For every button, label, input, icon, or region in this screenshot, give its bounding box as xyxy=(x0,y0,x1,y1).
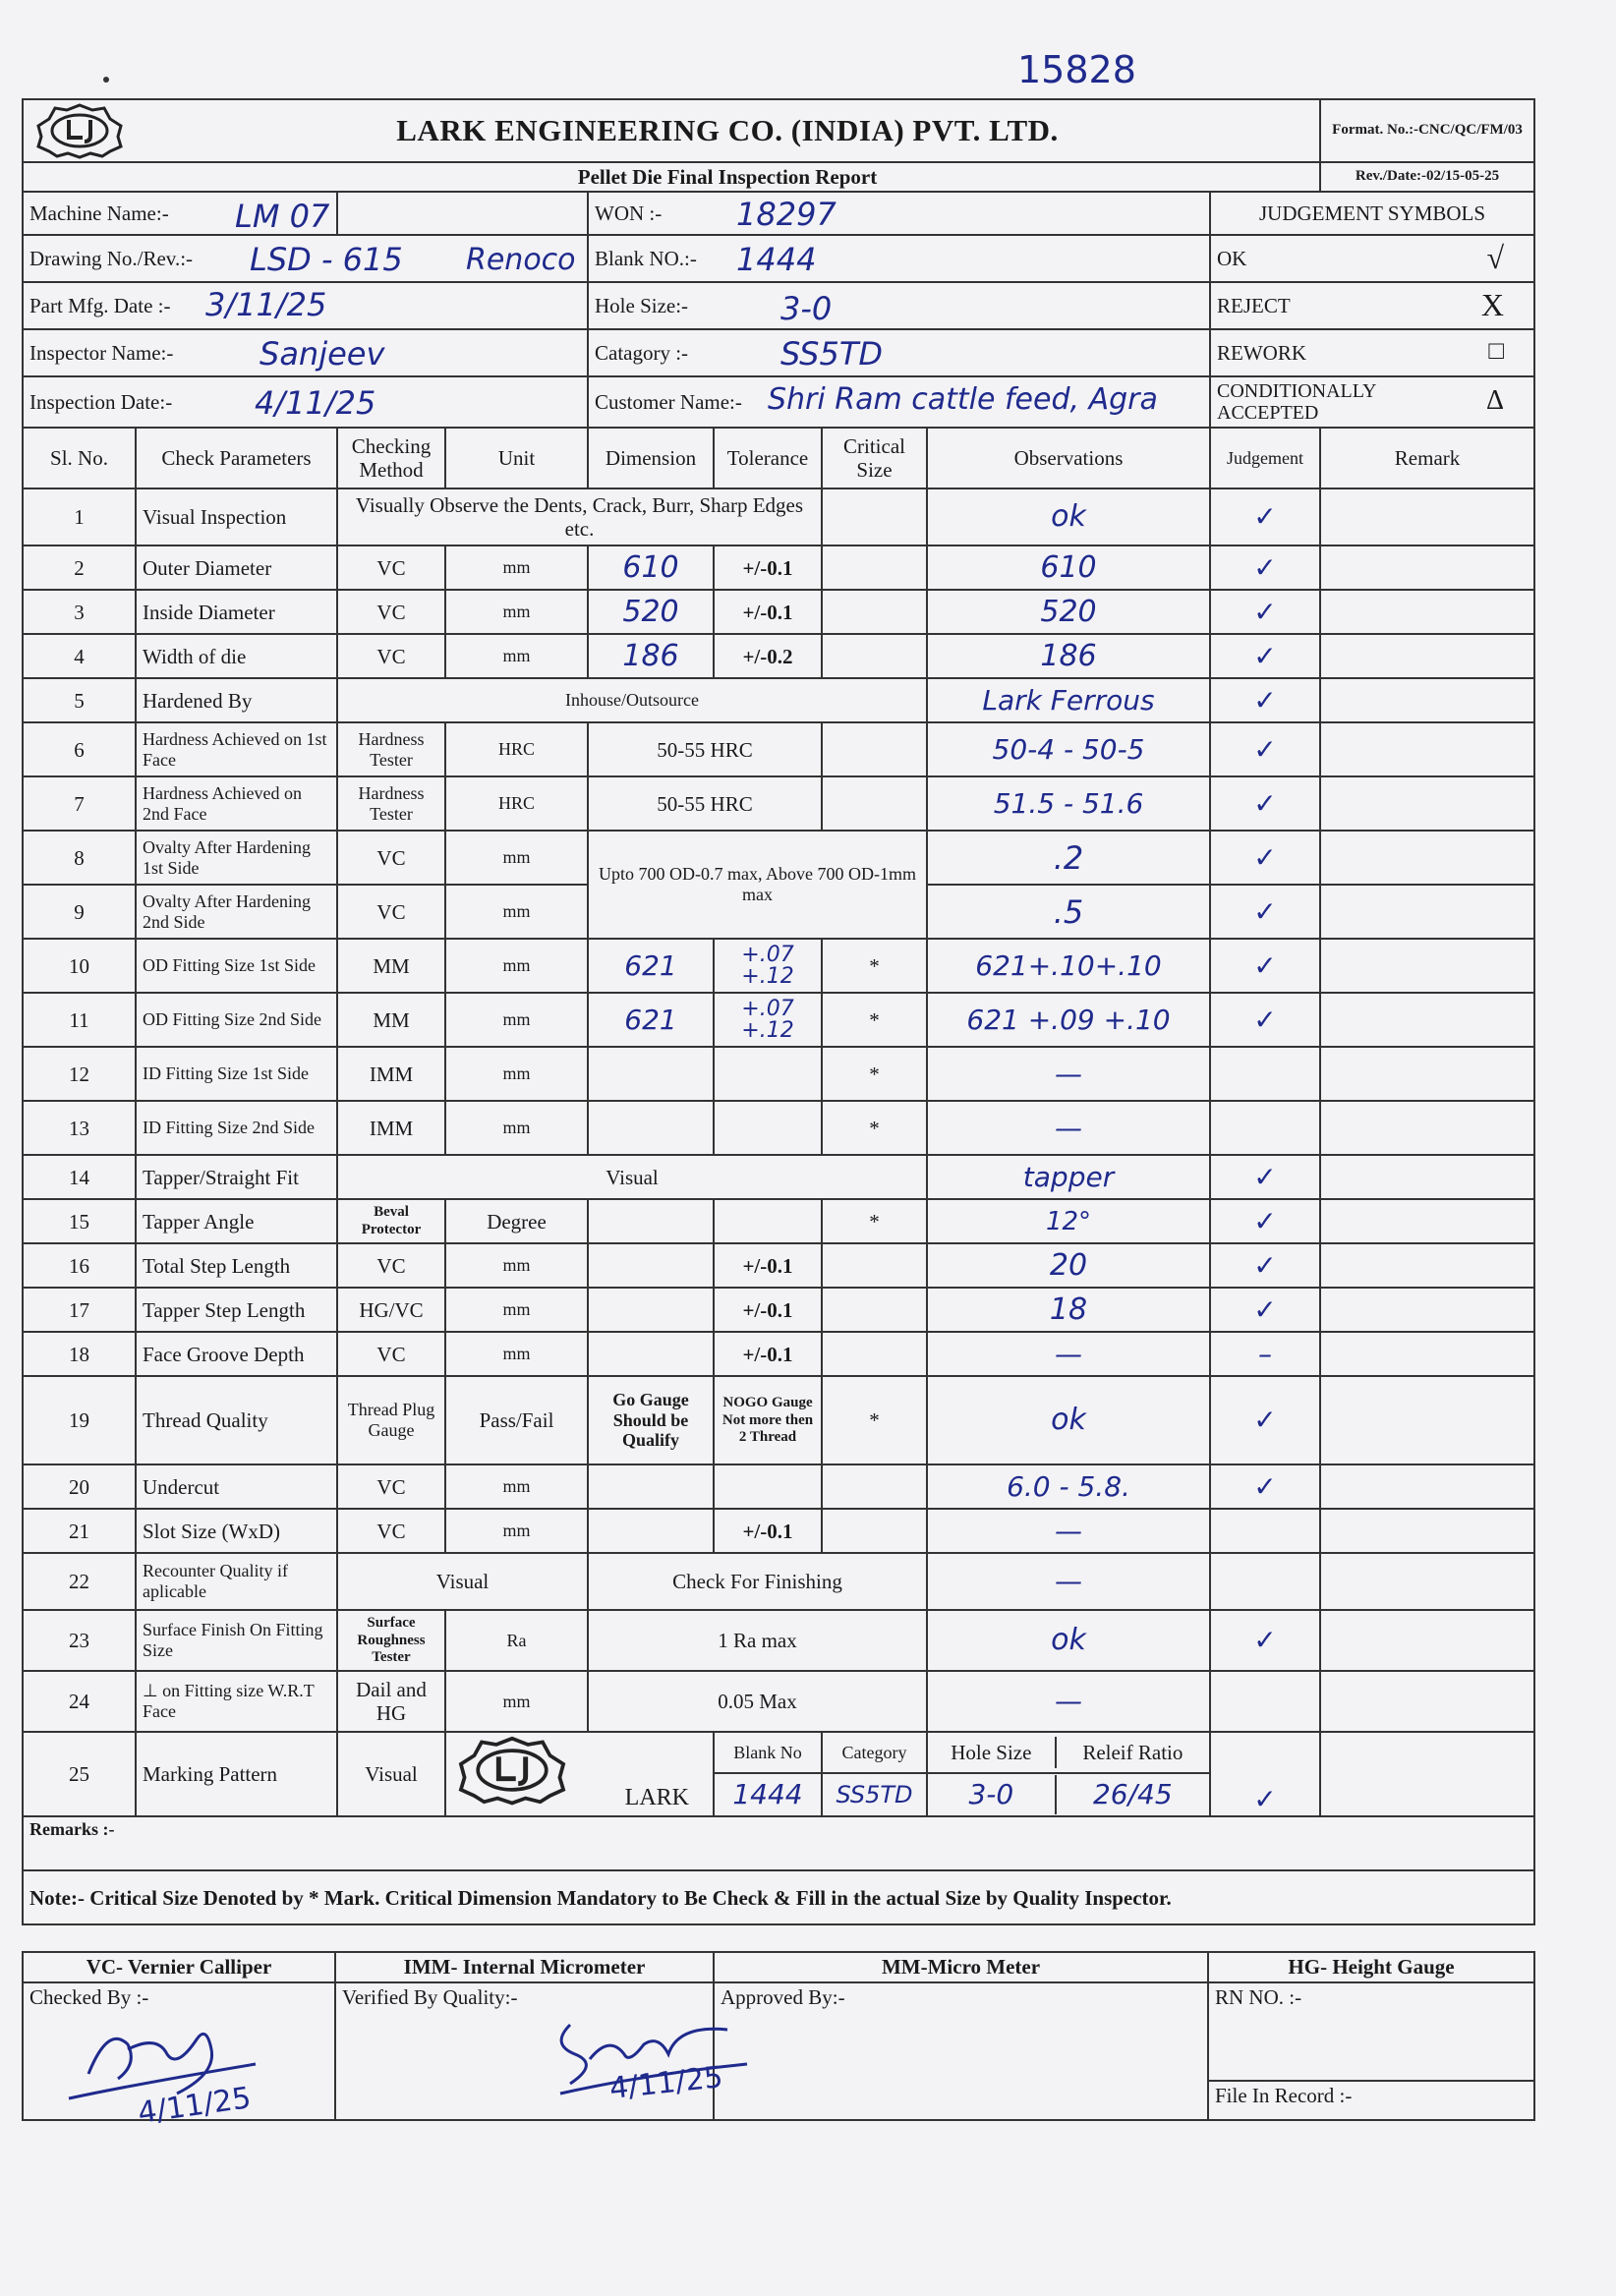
row-observation: — xyxy=(1055,1111,1082,1144)
row-spec: 50-55 HRC xyxy=(588,776,822,831)
row-method: Hardness Tester xyxy=(337,776,445,831)
row-number: 20 xyxy=(23,1464,136,1509)
part-mfg-date-field xyxy=(23,282,588,329)
row-dimension: 520 xyxy=(622,594,679,629)
row-unit: mm xyxy=(445,1047,588,1101)
row-tolerance: +/-0.1 xyxy=(714,1288,822,1332)
row-unit: mm xyxy=(445,1671,588,1732)
row-number: 17 xyxy=(23,1288,136,1332)
table-row xyxy=(23,1553,1534,1610)
col-checking-method: Checking Method xyxy=(337,428,445,488)
row-judgement: – xyxy=(1258,1337,1273,1370)
row-unit: HRC xyxy=(445,776,588,831)
symbol-ok-label: OK xyxy=(1217,247,1247,271)
row-observation: — xyxy=(1055,1337,1082,1370)
row-number: 24 xyxy=(23,1671,136,1732)
row-judgement: ✓ xyxy=(1253,1469,1277,1503)
row-number: 14 xyxy=(23,1155,136,1199)
row-observation: — xyxy=(1055,1514,1082,1547)
won-label: WON :- xyxy=(595,201,663,226)
hole-size-field xyxy=(588,282,1210,329)
approved-by: Approved By:- xyxy=(714,1982,1208,2120)
row-method: VC xyxy=(337,1464,445,1509)
row-judgement: ✓ xyxy=(1253,948,1277,982)
row-number: 11 xyxy=(23,993,136,1047)
row-method: VC xyxy=(337,1243,445,1288)
row-unit: mm xyxy=(445,1509,588,1553)
blank-number-value: 1444 xyxy=(736,241,817,279)
row-dimension: Go Gauge Should be Qualify xyxy=(588,1376,714,1464)
row-observation: 610 xyxy=(1040,549,1097,585)
checked-by-date: 4/11/25 xyxy=(136,2081,254,2131)
row-method: Visual xyxy=(337,1155,927,1199)
row-unit: mm xyxy=(445,1464,588,1509)
customer-name-value: Shri Ram cattle feed, Agra xyxy=(768,382,1158,418)
row-parameter: Outer Diameter xyxy=(136,545,337,590)
row-judgement: ✓ xyxy=(1253,1292,1277,1326)
row-parameter: Marking Pattern xyxy=(136,1732,337,1816)
company-name: LARK ENGINEERING CO. (INDIA) PVT. LTD. xyxy=(136,99,1320,162)
row-judgement: ✓ xyxy=(1253,639,1277,672)
row-observation: 186 xyxy=(1040,638,1097,673)
row-unit: Pass/Fail xyxy=(445,1376,588,1464)
row-unit: mm xyxy=(445,1101,588,1155)
marking-relief-value: 26/45 xyxy=(1092,1778,1173,1811)
row-tolerance: +/-0.1 xyxy=(714,1243,822,1288)
row-critical: * xyxy=(822,1101,927,1155)
row-number: 2 xyxy=(23,545,136,590)
table-row xyxy=(23,776,1534,831)
remarks-label: Remarks :- xyxy=(23,1816,1534,1870)
row-number: 18 xyxy=(23,1332,136,1376)
table-row xyxy=(23,993,1534,1047)
inspection-date-value: 4/11/25 xyxy=(255,384,376,423)
col-judgement: Judgement xyxy=(1210,428,1320,488)
inspector-name-value: Sanjeev xyxy=(260,335,385,373)
row-unit: mm xyxy=(445,545,588,590)
row-method: IMM xyxy=(337,1047,445,1101)
row-method: VC xyxy=(337,545,445,590)
row-observation: tapper xyxy=(1022,1160,1115,1193)
row-number: 3 xyxy=(23,590,136,634)
marking-lark-text: LARK xyxy=(624,1784,689,1810)
row-observation: — xyxy=(1055,1565,1082,1598)
row-method: Inhouse/Outsource xyxy=(337,678,927,722)
row-parameter: OD Fitting Size 1st Side xyxy=(136,939,337,993)
legend-mm: MM-Micro Meter xyxy=(714,1952,1208,1982)
ovalty-spec: Upto 700 OD-0.7 max, Above 700 OD-1mm max xyxy=(588,831,927,939)
row-number: 13 xyxy=(23,1101,136,1155)
row-number: 10 xyxy=(23,939,136,993)
row-parameter: Slot Size (WxD) xyxy=(136,1509,337,1553)
marking-blank-value: 1444 xyxy=(732,1778,803,1811)
row-observation: .5 xyxy=(1053,892,1084,931)
row-unit: mm xyxy=(445,939,588,993)
row-tolerance: +/-0.1 xyxy=(714,1509,822,1553)
judgement-symbols-title: JUDGEMENT SYMBOLS xyxy=(1210,192,1534,235)
table-row xyxy=(23,590,1534,634)
drawing-number-value: LSD - 615 xyxy=(250,241,403,279)
document-number: 15828 xyxy=(1017,48,1136,91)
row-parameter: Hardness Achieved on 2nd Face xyxy=(136,776,337,831)
table-row xyxy=(23,1199,1534,1243)
row-critical: * xyxy=(822,1199,927,1243)
row-observation: ok xyxy=(1051,1623,1086,1658)
blank-number-field xyxy=(588,235,1210,282)
col-unit: Unit xyxy=(445,428,588,488)
part-mfg-date-value: 3/11/25 xyxy=(205,286,327,324)
row-tolerance: +.07 +.12 xyxy=(741,942,794,989)
table-row xyxy=(23,488,1534,545)
row-observation: 621 +.09 +.10 xyxy=(966,1003,1171,1036)
row-tolerance: +.07 +.12 xyxy=(741,996,794,1043)
col-remark: Remark xyxy=(1320,428,1534,488)
table-row xyxy=(23,1376,1534,1464)
row-method: Dail and HG xyxy=(337,1671,445,1732)
row-method: VC xyxy=(337,634,445,678)
row-observation: .2 xyxy=(1053,838,1084,877)
row-critical: * xyxy=(822,1376,927,1464)
row-observation: — xyxy=(1055,1685,1082,1718)
row-parameter: Ovalty After Hardening 2nd Side xyxy=(136,885,337,939)
category-value: SS5TD xyxy=(780,335,884,373)
format-number: Format. No.:-CNC/QC/FM/03 xyxy=(1320,99,1534,162)
row-spec: 0.05 Max xyxy=(588,1671,927,1732)
col-check-parameters: Check Parameters xyxy=(136,428,337,488)
row-number: 1 xyxy=(23,488,136,545)
marking-hole-header: Hole Size xyxy=(928,1737,1057,1768)
row-judgement: ✓ xyxy=(1253,1624,1277,1657)
marking-category-value: SS5TD xyxy=(836,1780,913,1808)
row-judgement: ✓ xyxy=(1253,1248,1277,1282)
row-parameter: ID Fitting Size 2nd Side xyxy=(136,1101,337,1155)
row-critical: * xyxy=(822,1047,927,1101)
marking-logo-cell xyxy=(445,1732,714,1816)
symbol-conditional-mark: Δ xyxy=(1486,385,1505,417)
row-unit: mm xyxy=(445,634,588,678)
marking-logo xyxy=(448,1735,576,1806)
col-observations: Observations xyxy=(927,428,1210,488)
row-observation: 50-4 - 50-5 xyxy=(992,732,1145,766)
report-title: Pellet Die Final Inspection Report xyxy=(136,162,1320,192)
row-unit: Degree xyxy=(445,1199,588,1243)
customer-name-label: Customer Name:- xyxy=(595,390,742,415)
col-tolerance: Tolerance xyxy=(714,428,822,488)
drawing-number-label: Drawing No./Rev.:- xyxy=(29,247,194,271)
row-method: VC xyxy=(337,1509,445,1553)
row-dimension: 186 xyxy=(622,638,679,673)
table-row xyxy=(23,545,1534,590)
row-unit: mm xyxy=(445,590,588,634)
row-judgement: ✓ xyxy=(1253,732,1277,766)
table-row xyxy=(23,1101,1534,1155)
row-judgement: ✓ xyxy=(1253,894,1277,928)
row-judgement: ✓ xyxy=(1253,1160,1277,1193)
row-observation: 12° xyxy=(1045,1206,1092,1236)
machine-name-field xyxy=(23,192,337,235)
row-judgement: ✓ xyxy=(1253,786,1277,820)
row-number: 5 xyxy=(23,678,136,722)
row-parameter: Hardness Achieved on 1st Face xyxy=(136,722,337,776)
row-parameter: Thread Quality xyxy=(136,1376,337,1464)
row-parameter: OD Fitting Size 2nd Side xyxy=(136,993,337,1047)
legend-imm: IMM- Internal Micrometer xyxy=(335,1952,714,1982)
row-observation: 20 xyxy=(1049,1247,1088,1283)
marking-relief-header: Releif Ratio xyxy=(1082,1741,1183,1765)
row-parameter: Undercut xyxy=(136,1464,337,1509)
row-unit: HRC xyxy=(445,722,588,776)
row-method: Visual xyxy=(337,1553,588,1610)
row-observation: Lark Ferrous xyxy=(982,683,1155,717)
table-row xyxy=(23,1243,1534,1288)
row-dimension: 621 xyxy=(624,948,677,982)
row-observation: 18 xyxy=(1049,1292,1088,1327)
row-tolerance: +/-0.1 xyxy=(714,545,822,590)
row-method: VC xyxy=(337,831,445,885)
row-tolerance: NOGO Gauge Not more then 2 Thread xyxy=(714,1376,822,1464)
row-parameter: Inside Diameter xyxy=(136,590,337,634)
row-method: Hardness Tester xyxy=(337,722,445,776)
table-row xyxy=(23,1332,1534,1376)
row-judgement: ✓ xyxy=(1253,595,1277,628)
company-logo-cell xyxy=(23,99,136,162)
row-number: 22 xyxy=(23,1553,136,1610)
marking-blank-header: Blank No xyxy=(714,1732,822,1773)
row-parameter: Visual Inspection xyxy=(136,488,337,545)
symbol-ok-mark: √ xyxy=(1486,240,1505,276)
inspector-name-field xyxy=(23,329,588,376)
marking-hole-value: 3-0 xyxy=(968,1778,1014,1811)
blank-number-label: Blank NO.:- xyxy=(595,247,697,271)
row-method: VC xyxy=(337,590,445,634)
critical-size-note: Note:- Critical Size Denoted by * Mark. Critical Dimension Mandatory to Be Check & Fill in the actual Size by Quality Inspector. xyxy=(23,1870,1534,1924)
table-row xyxy=(23,678,1534,722)
table-row xyxy=(23,1671,1534,1732)
verified-by: Verified By Quality:- xyxy=(335,1982,714,2120)
row-parameter: ⊥ on Fitting size W.R.T Face xyxy=(136,1671,337,1732)
table-row xyxy=(23,1464,1534,1509)
row-method: MM xyxy=(337,993,445,1047)
won-value: 18297 xyxy=(736,196,837,234)
row-unit: mm xyxy=(445,1332,588,1376)
revision-date: Rev./Date:-02/15-05-25 xyxy=(1320,162,1534,192)
row-method: Visual xyxy=(337,1732,445,1816)
inspection-date-label: Inspection Date:- xyxy=(29,390,173,415)
verified-by-date: 4/11/25 xyxy=(607,2060,725,2106)
row-parameter: Tapper Step Length xyxy=(136,1288,337,1332)
legend-hg: HG- Height Gauge xyxy=(1208,1952,1534,1982)
row-observation: ok xyxy=(1051,1403,1086,1438)
col-critical-size: Critical Size xyxy=(822,428,927,488)
customer-name-field xyxy=(588,376,1210,428)
marking-category-header: Category xyxy=(822,1732,927,1773)
row-observation: 621+.10+.10 xyxy=(975,948,1162,982)
row-parameter: Recounter Quality if aplicable xyxy=(136,1553,337,1610)
row-parameter: Ovalty After Hardening 1st Side xyxy=(136,831,337,885)
row-unit: mm xyxy=(445,1288,588,1332)
table-row xyxy=(23,1610,1534,1671)
row-number: 15 xyxy=(23,1199,136,1243)
table-row xyxy=(23,634,1534,678)
row-number: 9 xyxy=(23,885,136,939)
row-spec: Check For Finishing xyxy=(588,1553,927,1610)
row-method: Beval Protector xyxy=(337,1199,445,1243)
row-observation: 51.5 - 51.6 xyxy=(993,786,1144,820)
row-judgement: ✓ xyxy=(1253,1204,1277,1237)
symbol-reject-label: REJECT xyxy=(1217,294,1291,318)
row-observation: ok xyxy=(1051,499,1086,535)
hole-size-value: 3-0 xyxy=(780,290,833,328)
row-method: IMM xyxy=(337,1101,445,1155)
won-field xyxy=(588,192,1210,235)
row-number: 25 xyxy=(23,1732,136,1816)
row-number: 7 xyxy=(23,776,136,831)
table-row xyxy=(23,831,1534,885)
category-label: Catagory :- xyxy=(595,341,689,366)
symbol-ok xyxy=(1210,235,1534,282)
drawing-number-field xyxy=(23,235,588,282)
company-logo xyxy=(33,102,126,159)
rn-number: RN NO. :- xyxy=(1208,1982,1534,2081)
inspection-table xyxy=(22,98,1535,1925)
table-row xyxy=(23,722,1534,776)
table-row xyxy=(23,939,1534,993)
row-dimension: 621 xyxy=(624,1003,677,1036)
row-dimension: 610 xyxy=(622,549,679,585)
punch-dot xyxy=(103,77,109,83)
row-parameter: Tapper/Straight Fit xyxy=(136,1155,337,1199)
row-number: 16 xyxy=(23,1243,136,1288)
row-judgement: ✓ xyxy=(1253,683,1277,717)
row-method: VC xyxy=(337,885,445,939)
table-row xyxy=(23,1288,1534,1332)
row-method: MM xyxy=(337,939,445,993)
table-row xyxy=(23,1047,1534,1101)
symbol-conditionally-accepted xyxy=(1210,376,1534,428)
row-parameter: ID Fitting Size 1st Side xyxy=(136,1047,337,1101)
drawing-revision-value: Renoco xyxy=(466,243,576,278)
row-method: Surface Roughness Tester xyxy=(337,1610,445,1671)
row-parameter: Width of die xyxy=(136,634,337,678)
row-tolerance: +/-0.1 xyxy=(714,1332,822,1376)
symbol-reject xyxy=(1210,282,1534,329)
row-parameter: Hardened By xyxy=(136,678,337,722)
file-in-record: File In Record :- xyxy=(1208,2081,1534,2120)
row-judgement: ✓ xyxy=(1253,1003,1277,1036)
table-row xyxy=(23,1732,1534,1773)
machine-name-label: Machine Name:- xyxy=(29,201,169,226)
checked-by: Checked By :- xyxy=(23,1982,335,2120)
row-unit: mm xyxy=(445,1243,588,1288)
row-unit: mm xyxy=(445,993,588,1047)
row-parameter: Tapper Angle xyxy=(136,1199,337,1243)
row-judgement: ✓ xyxy=(1253,500,1277,534)
col-sl-no: Sl. No. xyxy=(23,428,136,488)
row-number: 8 xyxy=(23,831,136,885)
row-number: 23 xyxy=(23,1610,136,1671)
hole-size-label: Hole Size:- xyxy=(595,294,689,318)
row-tolerance: +/-0.2 xyxy=(714,634,822,678)
row-judgement: ✓ xyxy=(1253,1404,1277,1437)
row-spec: 1 Ra max xyxy=(588,1610,927,1671)
row-unit: mm xyxy=(445,885,588,939)
row-parameter: Total Step Length xyxy=(136,1243,337,1288)
row-critical: * xyxy=(822,939,927,993)
symbol-rework-mark: □ xyxy=(1488,336,1505,366)
symbol-conditional-label: CONDITIONALLY ACCEPTED xyxy=(1217,380,1376,425)
part-mfg-date-label: Part Mfg. Date :- xyxy=(29,294,171,318)
inspector-name-label: Inspector Name:- xyxy=(29,341,174,366)
inspection-date-field xyxy=(23,376,588,428)
row-unit: Ra xyxy=(445,1610,588,1671)
row-tolerance: +/-0.1 xyxy=(714,590,822,634)
row-judgement: ✓ xyxy=(1253,550,1277,584)
row-method: HG/VC xyxy=(337,1288,445,1332)
row-judgement: ✓ xyxy=(1253,840,1277,874)
row-number: 19 xyxy=(23,1376,136,1464)
row-observation: 6.0 - 5.8. xyxy=(1007,1469,1130,1503)
category-field xyxy=(588,329,1210,376)
col-dimension: Dimension xyxy=(588,428,714,488)
row-observation: 520 xyxy=(1040,594,1097,629)
machine-name-value: LM 07 xyxy=(235,198,330,236)
row-spec: 50-55 HRC xyxy=(588,722,822,776)
symbol-rework-label: REWORK xyxy=(1217,341,1306,366)
row-parameter: Surface Finish On Fitting Size xyxy=(136,1610,337,1671)
symbol-rework xyxy=(1210,329,1534,376)
row-number: 21 xyxy=(23,1509,136,1553)
symbol-reject-mark: X xyxy=(1480,287,1505,323)
row-number: 4 xyxy=(23,634,136,678)
table-row xyxy=(23,1509,1534,1553)
row-method: Visually Observe the Dents, Crack, Burr, Sharp Edges etc. xyxy=(337,488,822,545)
row-critical: * xyxy=(822,993,927,1047)
row-number: 6 xyxy=(23,722,136,776)
row-observation: — xyxy=(1055,1057,1082,1090)
row-method: Thread Plug Gauge xyxy=(337,1376,445,1464)
row-number: 12 xyxy=(23,1047,136,1101)
row-unit: mm xyxy=(445,831,588,885)
row-method: VC xyxy=(337,1332,445,1376)
row-judgement: ✓ xyxy=(1253,1783,1277,1815)
legend-vc: VC- Vernier Calliper xyxy=(23,1952,335,1982)
row-parameter: Face Groove Depth xyxy=(136,1332,337,1376)
table-row xyxy=(23,1155,1534,1199)
